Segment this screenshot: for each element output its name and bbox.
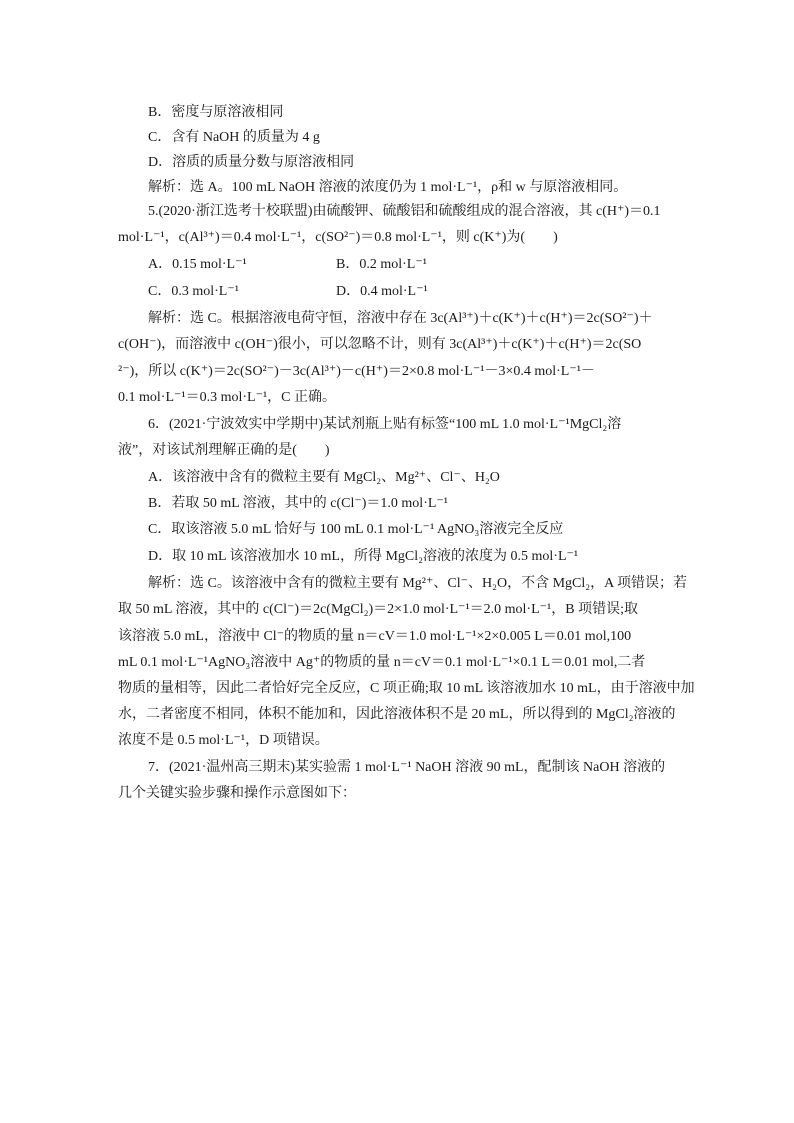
q6-analysis-line: 取 50 mL 溶液，其中的 c(Cl⁻)＝2c(MgCl₂)＝2×1.0 mol·L⁻¹＝2.0 mol·L⁻¹，B 项错误;取: [118, 602, 638, 617]
q5-analysis-line: 解析：选 C。根据溶液电荷守恒，溶液中存在 3c(Al³⁺)＋c(K⁺)＋c(H⁺)＝2c(SO²⁻)＋: [148, 311, 653, 326]
q7-stem-line: 7．(2021·温州高三期末)某实验需 1 mol·L⁻¹ NaOH 溶液 90 mL，配制该 NaOH 溶液的: [148, 760, 666, 775]
q4-analysis: 解析：选 A。100 mL NaOH 溶液的浓度仍为 1 mol·L⁻¹，ρ和 w 与原溶液相同。: [148, 180, 628, 195]
q6-option-a: A．该溶液中含有的微粒主要有 MgCl₂、Mg²⁺、Cl⁻、H₂O: [148, 470, 500, 485]
q6-stem-line: 6．(2021·宁波效实中学期中)某试剂瓶上贴有标签“100 mL 1.0 mol·L⁻¹MgCl₂溶: [148, 417, 622, 432]
q6-analysis-line: 浓度不是 0.5 mol·L⁻¹，D 项错误。: [118, 733, 329, 748]
q5-analysis-line: c(OH⁻)，而溶液中 c(OH⁻)很小，可以忽略不计，则有 3c(Al³⁺)＋c(K⁺)＋c(H⁺)＝2c(SO: [118, 337, 642, 352]
q6-analysis-line: mL 0.1 mol·L⁻¹AgNO₃溶液中 Ag⁺的物质的量 n＝cV＝0.1 mol·L⁻¹×0.1 L＝0.01 mol,二者: [118, 655, 646, 670]
q6-option-c: C．取该溶液 5.0 mL 恰好与 100 mL 0.1 mol·L⁻¹ AgNO₃溶液完全反应: [148, 522, 564, 537]
q6-option-b: B．若取 50 mL 溶液，其中的 c(Cl⁻)＝1.0 mol·L⁻¹: [148, 496, 448, 511]
q5-analysis-line: ²⁻)，所以 c(K⁺)＝2c(SO²⁻)－3c(Al³⁺)－c(H⁺)＝2×0.8 mol·L⁻¹－3×0.4 mol·L⁻¹－: [118, 364, 595, 379]
q5-option-c: C．0.3 mol·L⁻¹: [148, 284, 239, 299]
q7-stem-line: 几个关键实验步骤和操作示意图如下：: [118, 786, 356, 801]
q5-analysis-line: 0.1 mol·L⁻¹＝0.3 mol·L⁻¹，C 正确。: [118, 390, 336, 405]
q6-analysis-line: 水，二者密度不相同，体积不能加和，因此溶液体积不是 20 mL，所以得到的 MgCl₂溶液的: [118, 707, 676, 722]
q5-option-b: B．0.2 mol·L⁻¹: [336, 257, 427, 272]
q5-option-a: A．0.15 mol·L⁻¹: [148, 257, 247, 272]
q5-stem-line: mol·L⁻¹，c(Al³⁺)＝0.4 mol·L⁻¹，c(SO²⁻)＝0.8 mol·L⁻¹，则 c(K⁺)为( ): [118, 230, 558, 245]
q6-analysis-line: 该溶液 5.0 mL，溶液中 Cl⁻的物质的量 n＝cV＝1.0 mol·L⁻¹×2×0.005 L＝0.01 mol,100: [118, 629, 632, 644]
q6-stem-line: 液”，对该试剂理解正确的是( ): [118, 443, 330, 458]
q4-option-b: B．密度与原溶液相同: [148, 105, 284, 120]
q6-analysis-line: 解析：选 C。该溶液中含有的微粒主要有 Mg²⁺、Cl⁻、H₂O，不含 MgCl₂，A 项错误；若: [148, 576, 687, 591]
q6-analysis-line: 物质的量相等，因此二者恰好完全反应，C 项正确;取 10 mL 该溶液加水 10 mL，由于溶液中加: [118, 681, 695, 696]
q6-option-d: D．取 10 mL 该溶液加水 10 mL，所得 MgCl₂溶液的浓度为 0.5 mol·L⁻¹: [148, 549, 579, 564]
q5-stem-line: 5.(2020·浙江选考十校联盟)由硫酸钾、硫酸铝和硫酸组成的混合溶液，其 c(H⁺)＝0.1: [148, 204, 661, 219]
q5-option-d: D．0.4 mol·L⁻¹: [336, 284, 428, 299]
q4-option-d: D．溶质的质量分数与原溶液相同: [148, 155, 355, 170]
q4-option-c: C．含有 NaOH 的质量为 4 g: [148, 130, 320, 145]
